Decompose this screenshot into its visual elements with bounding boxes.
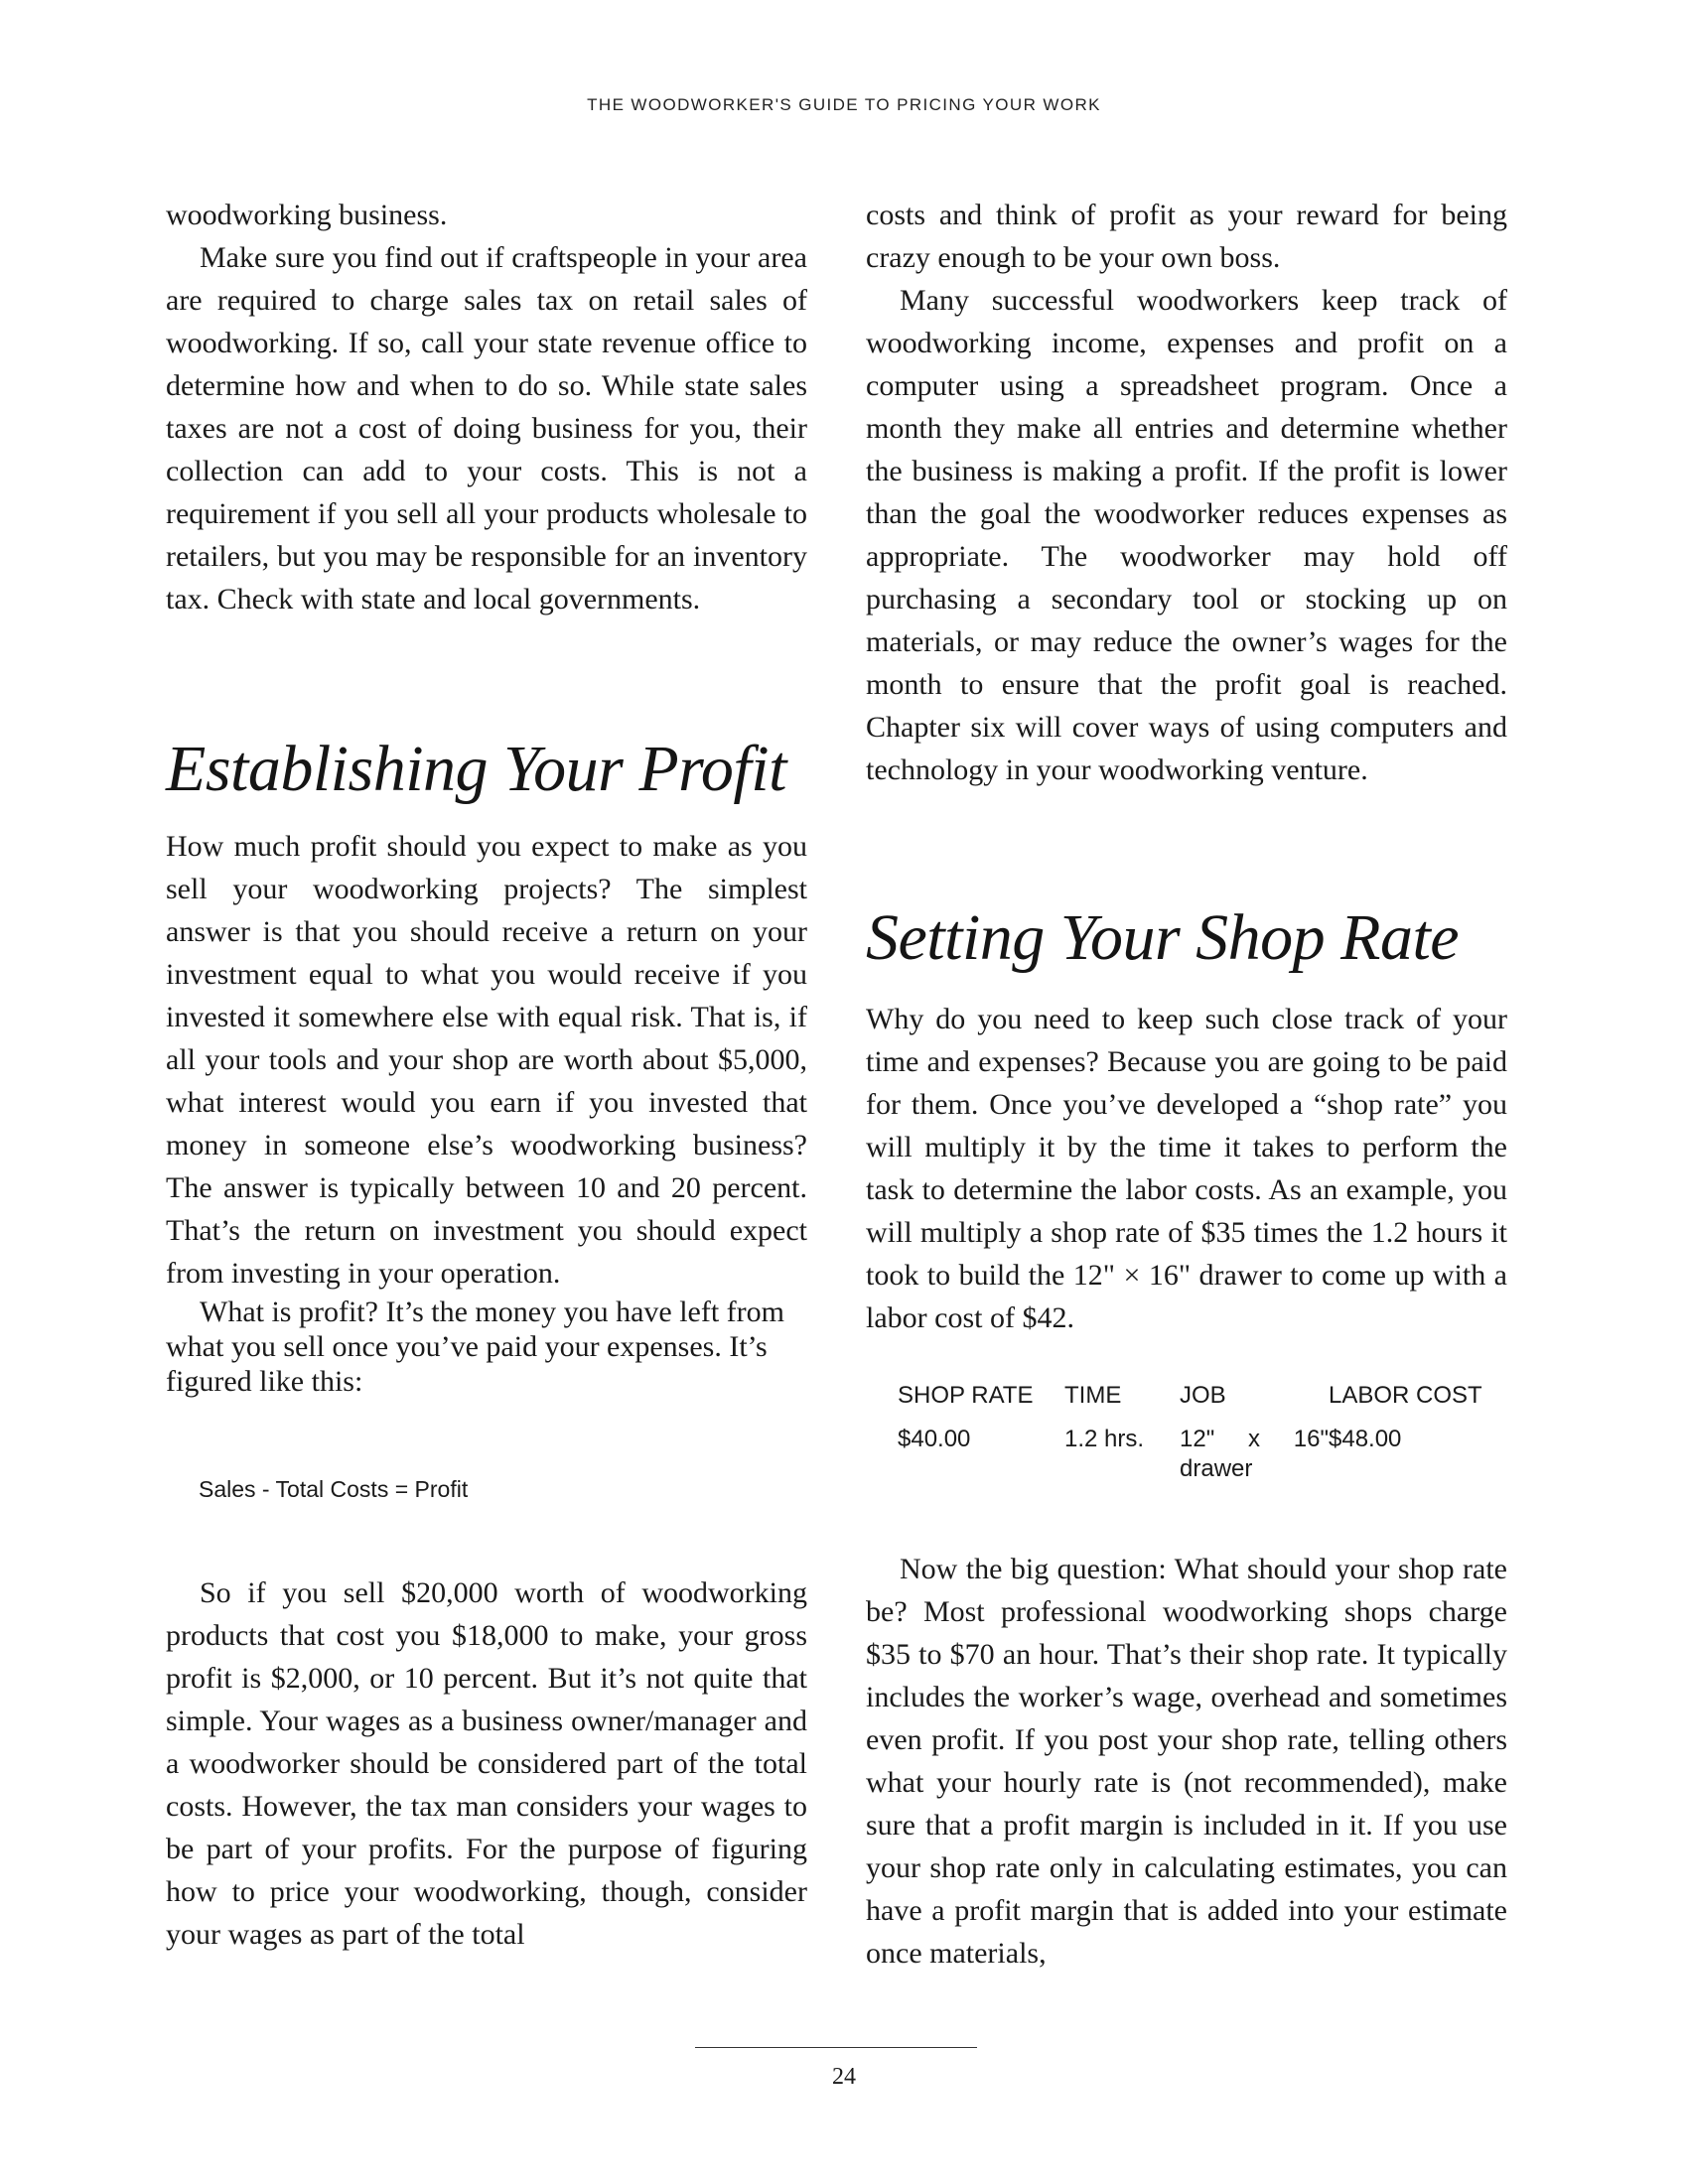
table-cell: 1.2 hrs. [1064, 1426, 1145, 1452]
table-cell: 12" x 16" drawer [1180, 1426, 1329, 1482]
paragraph: costs and think of profit as your reward for being crazy enough to be your own boss. [866, 199, 1507, 274]
paragraph: So if you sell $20,000 worth of woodworking products that cost you $18,000 to make, your gross profit is $2,000, or 10 percent. But it’s not quite that simple. Your wages as a business owner/manager and a woodworker should be considered part of the total costs. However, the tax man considers your wages to be part of your profits. For the purpose of figuring how to price your woodworking, though, consider your wages as part of the total [166, 1576, 807, 1951]
shop-rate-table [898, 1381, 1507, 1484]
table-row [898, 1425, 1507, 1484]
table-header-row [898, 1381, 1507, 1425]
paragraph: Make sure you find out if craftspeople in your area are required to charge sales tax on retail sales of woodworking. If so, call your state revenue office to determine how and when to do so. While state sales taxes are not a cost of doing business for you, their collection can add to your costs. This is not a requirement if you sell all your products wholesale to retailers, but you may be responsible for an inventory tax. Check with state and local governments. [166, 241, 807, 615]
left-column [166, 194, 807, 1956]
column-header: LABOR COST [1329, 1382, 1482, 1409]
column-header: TIME [1064, 1382, 1122, 1409]
section-heading-profit: Establishing Your Profit [166, 733, 786, 805]
paragraph: Why do you need to keep such close track of your time and expenses? Because you are going to be paid for them. Once you’ve developed a “shop rate” you will multiply it by the time it takes to perform the task to determine the labor costs. As an example, you will multiply a shop rate of $35 times the 1.2 hours it took to build the 12" × 16" drawer to come up with a labor cost of $42. [866, 1003, 1507, 1334]
section-heading-shop-rate: Setting Your Shop Rate [866, 901, 1460, 974]
table-cell: $48.00 [1329, 1426, 1402, 1452]
paragraph: Now the big question: What should your shop rate be? Most professional woodworking shops charge $35 to $70 an hour. That’s their shop rate. It typically includes the worker’s wage, overhead and sometimes even profit. If you post your shop rate, telling others what your hourly rate is (not recommended), make sure that a profit margin is included in it. If you use your shop rate only in calculating estimates, you can have a profit margin that is added into your estimate once materials, [866, 1553, 1507, 1970]
column-header: JOB [1180, 1382, 1226, 1409]
table-cell: $40.00 [898, 1426, 971, 1452]
column-header: SHOP RATE [898, 1382, 1034, 1409]
profit-formula: Sales - Total Costs = Profit [199, 1476, 469, 1502]
paragraph: How much profit should you expect to make as you sell your woodworking projects? The simplest answer is that you should receive a return on your investment equal to what you would receive if you invested it somewhere else with equal risk. That is, if all your tools and your shop are worth about $5,000, what interest would you earn if you invested that money in someone else’s woodworking business? The answer is typically between 10 and 20 percent. That’s the return on investment you should expect from investing in your operation. [166, 830, 807, 1290]
paragraph: woodworking business. [166, 199, 448, 231]
right-column [866, 194, 1507, 1975]
page-number: 24 [832, 2064, 856, 2090]
running-head: THE WOODWORKER'S GUIDE TO PRICING YOUR WORK [587, 95, 1101, 114]
paragraph: What is profit? It’s the money you have left from what you sell once you’ve paid your expenses. It’s figured like this: [166, 1296, 784, 1398]
footer-rule [695, 2047, 977, 2048]
paragraph: Many successful woodworkers keep track of woodworking income, expenses and profit on a computer using a spreadsheet program. Once a month they make all entries and determine whether the business is making a profit. If the profit is lower than the goal the woodworker reduces expenses as appropriate. The woodworker may hold off purchasing a secondary tool or stocking up on materials, or may reduce the owner’s wages for the month to ensure that the profit goal is reached. Chapter six will cover ways of using computers and technology in your woodworking venture. [866, 284, 1507, 786]
